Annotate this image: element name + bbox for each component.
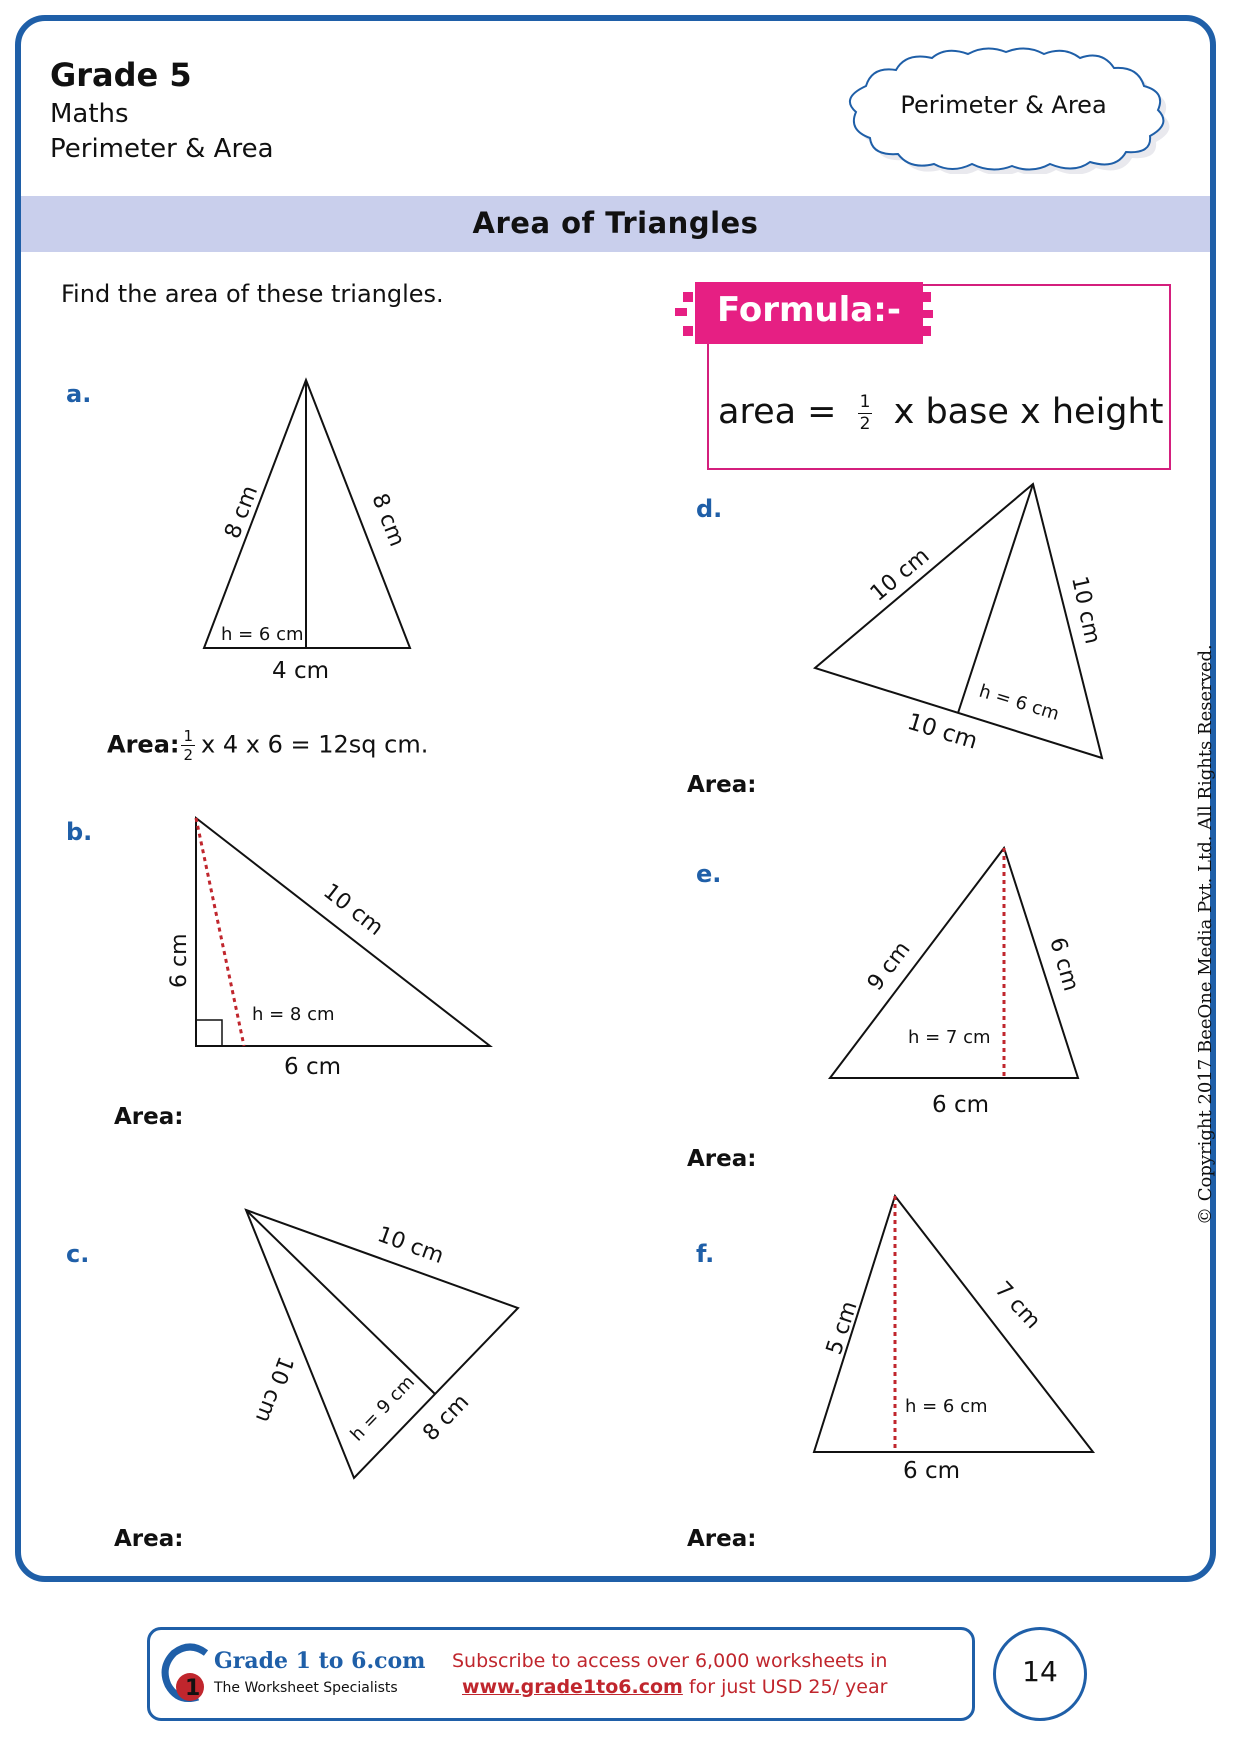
footer-banner [147,1627,975,1721]
formula-frac-den: 2 [859,413,871,434]
triangle-d-height-label: h = 6 cm [976,680,1062,725]
triangle-a-base: 4 cm [272,658,329,684]
triangle-e-side-left: 9 cm [862,937,916,996]
question-label-c: c. [66,1240,90,1268]
triangle-a-side-right: 8 cm [366,490,410,551]
question-label-e: e. [696,860,722,888]
triangle-b [167,818,490,1080]
area-label-f: Area: [687,1526,757,1552]
right-angle-mark [196,1020,222,1046]
triangle-d-height [958,484,1033,713]
triangle-a-side-left: 8 cm [220,482,264,543]
answer-a-frac-den: 2 [183,746,194,764]
triangle-b-side-hyp: 10 cm [318,879,388,941]
question-label-a: a. [66,380,92,408]
formula-rhs: x base x height [893,392,1164,432]
question-label-d: d. [696,495,723,523]
subscribe-text-2 [462,1676,887,1698]
answer-a-frac-num: 1 [183,727,194,745]
area-label-b: Area: [114,1104,184,1130]
triangle-c-side-top: 10 cm [373,1222,447,1270]
question-label-b: b. [66,818,93,846]
triangle-c-height-label: h = 9 cm [346,1371,419,1446]
logo-name: Grade 1 to 6.com [214,1648,426,1674]
triangle-f-side-right: 7 cm [989,1277,1046,1334]
triangle-e-height-label: h = 7 cm [908,1027,991,1048]
triangle-a-height-label: h = 6 cm [221,624,304,645]
triangle-b-side-left: 6 cm [167,933,192,988]
formula-frac-num: 1 [859,392,871,413]
triangle-b-base: 6 cm [284,1054,341,1080]
answer-a-prefix: Area: [107,730,180,759]
formula-lhs: area = [718,392,837,432]
topic-badge-label: Perimeter & Area [900,91,1107,119]
triangle-e-base: 6 cm [932,1092,989,1118]
triangle-b-height-label: h = 8 cm [252,1004,335,1025]
subject-heading: Maths [50,99,129,129]
triangle-c-base: 8 cm [418,1389,475,1447]
triangle-d [815,484,1105,758]
area-label-d: Area: [687,772,757,798]
copyright-notice: © Copyright 2017 BeeOne Media Pvt. Ltd. All Rights Reserved. [1195,644,1216,1225]
subscribe-text: Subscribe to access over 6,000 worksheets in [452,1650,888,1672]
page-number: 14 [1022,1655,1058,1688]
triangle-f-base: 6 cm [903,1458,960,1484]
formula-tag-label: Formula:- [717,290,901,330]
triangle-d-base: 10 cm [904,708,981,755]
triangle-e-side-right: 6 cm [1044,934,1084,995]
triangle-c [246,1210,518,1478]
triangle-f-side-left: 5 cm [821,1298,863,1358]
triangle-e [830,848,1083,1118]
topic-heading: Perimeter & Area [50,134,274,164]
triangle-b-outline [196,818,490,1046]
triangle-c-side-left: 10 cm [249,1352,298,1426]
answer-a-rest: x 4 x 6 = 12sq cm. [201,730,429,759]
grade-heading: Grade 5 [50,56,192,94]
area-label-c: Area: [114,1526,184,1552]
instruction-text: Find the area of these triangles. [61,280,444,308]
triangle-d-side-right: 10 cm [1066,574,1105,647]
triangle-b-height [196,818,244,1046]
area-label-e: Area: [687,1146,757,1172]
question-label-f: f. [696,1240,715,1268]
website-link[interactable]: www.grade1to6.com [462,1676,683,1698]
triangle-d-side-left: 10 cm [865,543,935,607]
svg-text:1: 1 [185,1676,201,1701]
triangle-f-height-label: h = 6 cm [905,1396,988,1417]
grade1to6-logo-icon [160,1643,216,1705]
subscribe-price: for just USD 25/ year [682,1676,888,1698]
worksheet-title: Area of Triangles [472,206,759,240]
triangle-d-outline [815,484,1102,758]
logo-tagline: The Worksheet Specialists [214,1680,398,1696]
triangle-a [204,380,410,684]
triangle-f [814,1196,1093,1484]
